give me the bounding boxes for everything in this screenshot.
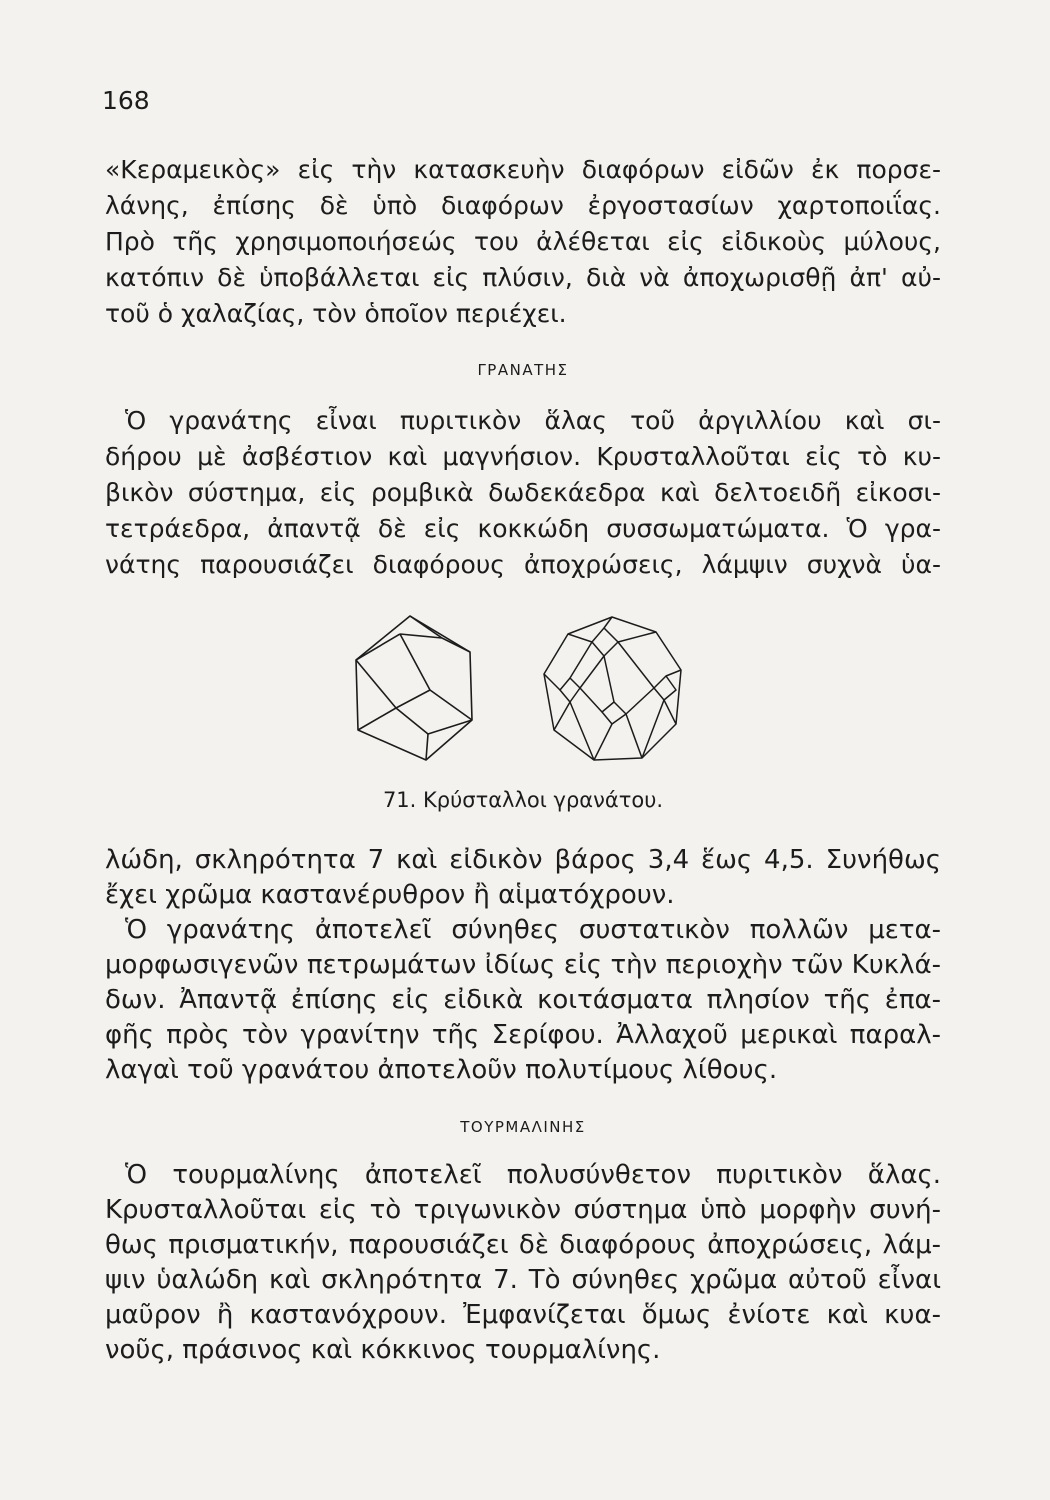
icositetrahedron-figure <box>538 614 688 766</box>
text-line: μαῦρον ἢ καστανόχρουν. Ἐμφανίζεται ὅμως ἐνίοτε καὶ κυα- <box>105 1300 941 1330</box>
section-heading-tourmalinis: ΤΟΥΡΜΑΛΙΝΗΣ <box>460 1118 586 1136</box>
text-line: Ὁ γρανάτης ἀποτελεῖ σύνηθες συστατικὸν πολλῶν μετα- <box>125 915 941 945</box>
text-line: τετράεδρα, ἀπαντᾷ δὲ εἰς κοκκώδη συσσωματώματα. Ὁ γρα- <box>105 514 941 543</box>
text-line: λαγαὶ τοῦ γρανάτου ἀποτελοῦν πολυτίμους λίθους. <box>105 1055 778 1085</box>
section-heading-granatis: ΓΡΑΝΑΤΗΣ <box>477 361 569 379</box>
text-line: Ὁ τουρμαλίνης ἀποτελεῖ πολυσύνθετον πυριτικὸν ἅλας. <box>125 1160 941 1190</box>
paragraph-granatis-3 <box>105 913 941 1088</box>
text-line: δων. Ἀπαντᾷ ἐπίσης εἰς εἰδικὰ κοιτάσματα πλησίον τῆς ἐπα- <box>105 985 941 1015</box>
text-line: Κρυσταλλοῦται εἰς τὸ τριγωνικὸν σύστημα ὑπὸ μορφὴν συνή- <box>105 1195 941 1225</box>
text-line: δήρου μὲ ἀσβέστιον καὶ μαγνήσιον. Κρυσταλλοῦται εἰς τὸ κυ- <box>105 442 941 471</box>
text-line: ψιν ὑαλώδη καὶ σκληρότητα 7. Τὸ σύνηθες χρῶμα αὐτοῦ εἶναι <box>105 1265 941 1295</box>
text-line: τοῦ ὁ χαλαζίας, τὸν ὁποῖον περιέχει. <box>105 299 567 328</box>
rhombic-dodecahedron-figure <box>350 612 480 764</box>
text-line: Ὁ γρανάτης εἶναι πυριτικὸν ἅλας τοῦ ἀργιλλίου καὶ σι- <box>125 406 941 435</box>
text-line: μορφωσιγενῶν πετρωμάτων ἰδίως εἰς τὴν περιοχὴν τῶν Κυκλά- <box>105 950 941 980</box>
text-line: λώδη, σκληρότητα 7 καὶ εἰδικὸν βάρος 3,4 ἕως 4,5. Συνήθως <box>105 845 941 875</box>
text-line: Πρὸ τῆς χρησιμοποιήσεώς του ἀλέθεται εἰς εἰδικοὺς μύλους, <box>105 227 941 256</box>
text-line: θως πρισματικήν, παρουσιάζει δὲ διαφόρους ἀποχρώσεις, λάμ- <box>105 1230 941 1260</box>
paragraph-granatis-1 <box>105 403 941 583</box>
text-line: ἔχει χρῶμα καστανέρυθρον ἢ αἱματόχρουν. <box>105 880 675 910</box>
text-line: φῆς πρὸς τὸν γρανίτην τῆς Σερίφου. Ἀλλαχοῦ μερικαὶ παραλ- <box>105 1020 941 1050</box>
paragraph-tourmalinis <box>105 1158 941 1368</box>
text-line: κατόπιν δὲ ὑποβάλλεται εἰς πλύσιν, διὰ νὰ ἀποχωρισθῇ ἀπ' αὐ- <box>105 263 941 292</box>
paragraph-intro <box>105 152 941 332</box>
figure-caption: 71. Κρύσταλλοι γρανάτου. <box>382 788 664 812</box>
page-number: 168 <box>102 86 150 115</box>
text-line: νοῦς, πράσινος καὶ κόκκινος τουρμαλίνης. <box>105 1335 661 1365</box>
text-line: «Κεραμεικὸς» εἰς τὴν κατασκευὴν διαφόρων εἰδῶν ἐκ πορσε- <box>105 155 941 184</box>
text-line: βικὸν σύστημα, εἰς ρομβικὰ δωδεκάεδρα καὶ δελτοειδῆ εἰκοσι- <box>105 478 941 507</box>
paragraph-granatis-2 <box>105 843 941 913</box>
text-line: νάτης παρουσιάζει διαφόρους ἀποχρώσεις, λάμψιν συχνὰ ὑα- <box>105 550 941 579</box>
text-line: λάνης, ἐπίσης δὲ ὑπὸ διαφόρων ἐργοστασίων χαρτοποιΐας. <box>105 191 941 220</box>
